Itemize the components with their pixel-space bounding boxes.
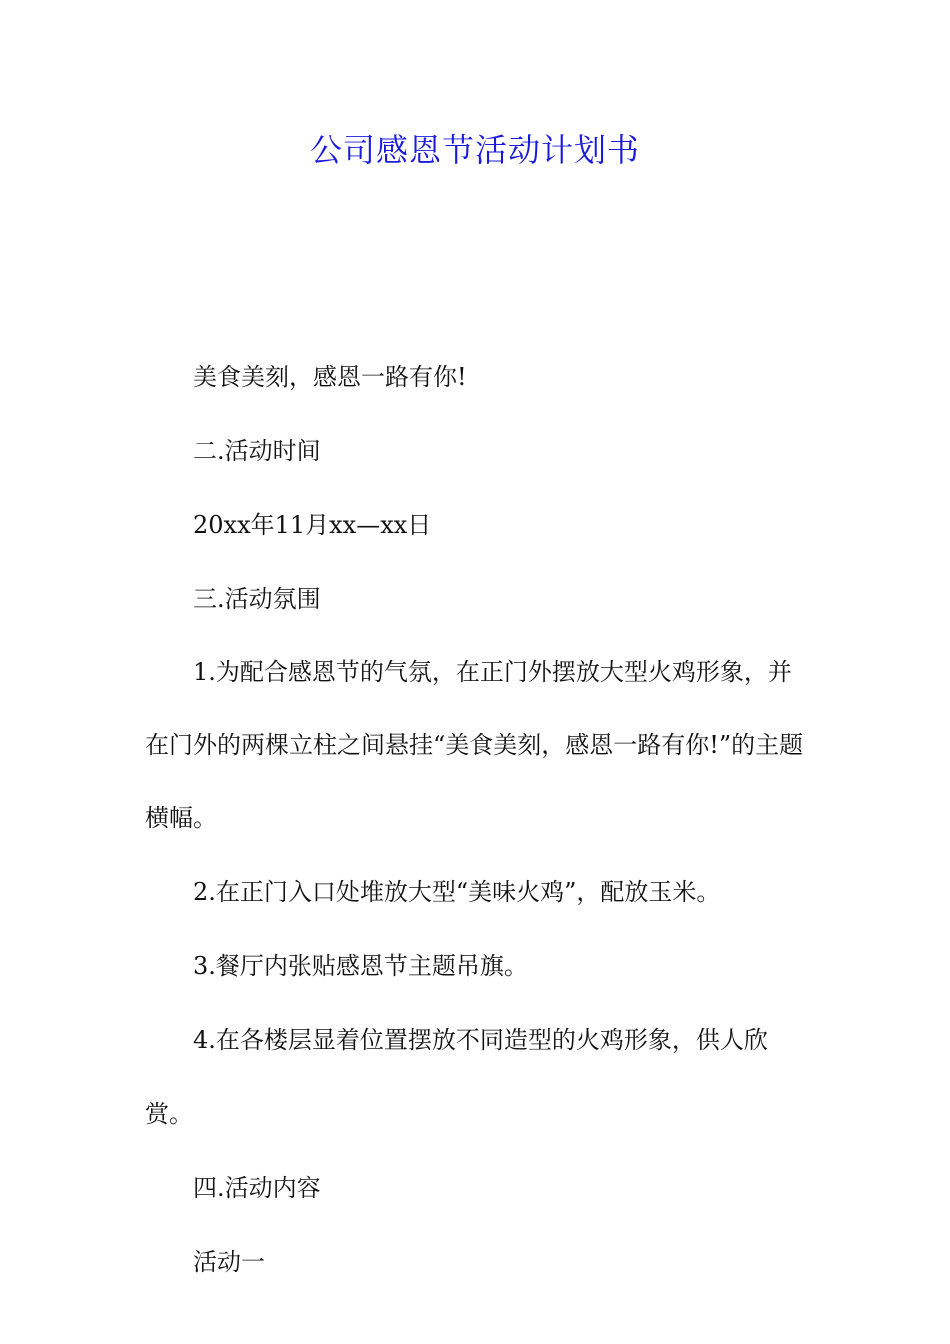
paragraph-atmosphere-item-1: 1.为配合感恩节的气氛，在正门外摆放大型火鸡形象，并在门外的两棵立柱之间悬挂“美食美刻，感恩一路有你!”的主题横幅。 — [145, 658, 804, 832]
paragraph-atmosphere-item-2: 2.在正门入口处堆放大型“美味火鸡”，配放玉米。 — [193, 878, 721, 906]
subheading-activity-one: 活动一 — [193, 1248, 265, 1276]
paragraph-activity-date: 20xx年11月xx—xx日 — [193, 511, 432, 539]
paragraph-slogan: 美食美刻，感恩一路有你! — [193, 363, 467, 391]
paragraph-atmosphere-item-4: 4.在各楼层显着位置摆放不同造型的火鸡形象，供人欣赏。 — [145, 1026, 768, 1128]
paragraph-atmosphere-item-3: 3.餐厅内张贴感恩节主题吊旗。 — [193, 952, 528, 980]
document-title: 公司感恩节活动计划书 — [309, 131, 640, 169]
heading-activity-time: 二.活动时间 — [193, 437, 321, 465]
heading-activity-content: 四.活动内容 — [193, 1174, 321, 1202]
heading-activity-atmosphere: 三.活动氛围 — [193, 585, 321, 613]
document-body — [145, 340, 811, 1299]
